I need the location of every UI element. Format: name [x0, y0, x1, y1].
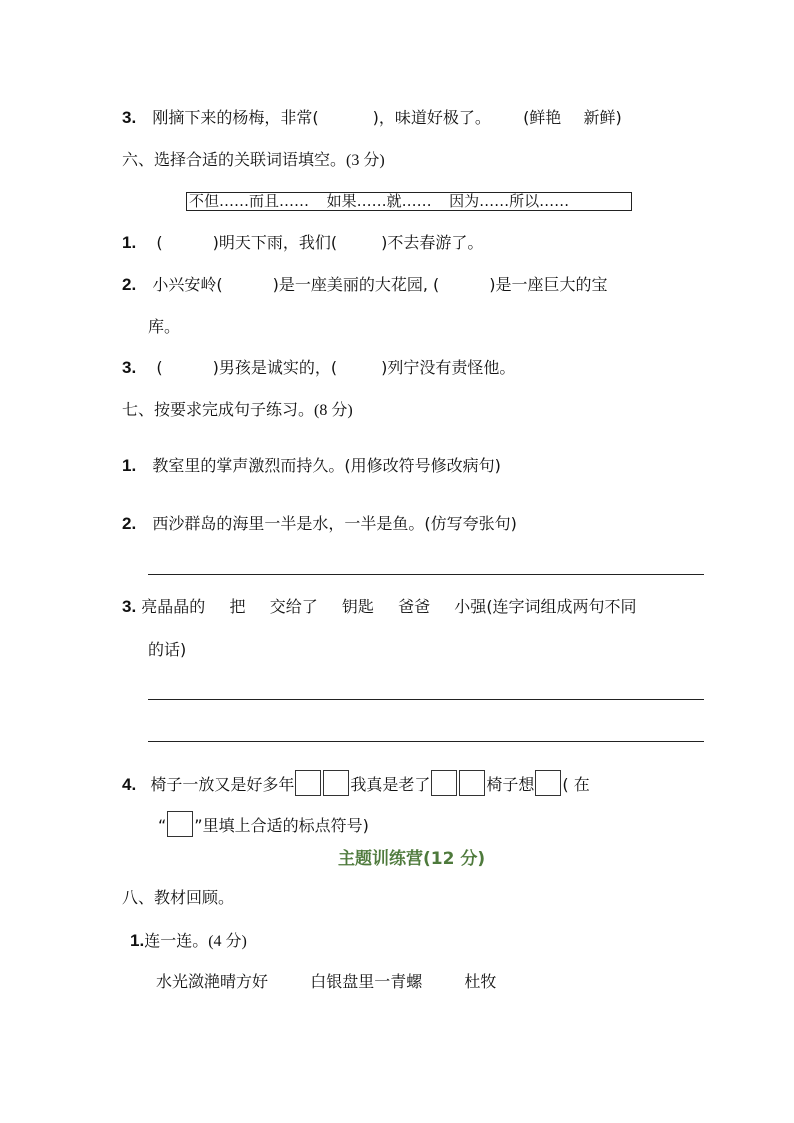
punctuation-box[interactable] [535, 770, 561, 796]
word-tile: 亮晶晶的 [141, 597, 206, 616]
item-text: )明天下雨，我们( [212, 233, 338, 252]
s8-sub1 [130, 931, 247, 952]
s7-item3 [122, 597, 637, 617]
section-6-heading [122, 150, 385, 171]
item-number: 4. [122, 775, 137, 794]
matching-item[interactable]: 水光潋滟晴方好 [156, 972, 269, 991]
item-number: 2. [122, 514, 137, 533]
s6-item2 [122, 275, 608, 295]
q5-item3 [122, 108, 622, 128]
matching-row [156, 972, 496, 992]
section-title: 七、按要求完成句子练习。 [122, 400, 315, 419]
word-bank-item: 不但……而且…… [189, 192, 310, 210]
item-text: )不去春游了。 [381, 233, 484, 252]
s6-item1 [122, 233, 483, 253]
matching-item[interactable]: 杜牧 [464, 972, 497, 991]
word-bank-item: 如果……就…… [326, 192, 432, 210]
s6-item3 [122, 358, 515, 378]
section-score: (4 分) [208, 933, 247, 950]
item-text: “ [158, 816, 167, 835]
punctuation-box[interactable] [295, 770, 321, 796]
section-score: (3 分) [346, 152, 385, 169]
item-text: ”里填上合适的标点符号) [194, 816, 369, 835]
matching-item[interactable]: 白银盘里一青螺 [310, 972, 423, 991]
item-text: 教室里的掌声激烈而持久。(用修改符号修改病句) [152, 456, 501, 475]
item-number: 3. [122, 597, 137, 616]
item-note: (连字词组成两句不同 [486, 597, 637, 616]
item-text: 椅子一放又是好多年 [150, 775, 295, 794]
item-text: )是一座美丽的大花园, ( [272, 275, 440, 294]
item-text: 西沙群岛的海里一半是水，一半是鱼。(仿写夸张句) [152, 514, 517, 533]
s7-item1 [122, 456, 501, 476]
example-box [167, 811, 193, 837]
s7-item4-cont [158, 811, 369, 837]
section-score: (8 分) [314, 402, 353, 419]
item-text: 刚摘下来的杨梅，非常( [152, 108, 319, 127]
choices-open: (鲜艳 [523, 108, 562, 127]
item-number: 1. [122, 233, 137, 252]
item-text: )，味道好极了。 [372, 108, 491, 127]
punctuation-box[interactable] [323, 770, 349, 796]
word-tile: 爸爸 [398, 597, 431, 616]
theme-title: 主题训练营(12 分) [338, 849, 486, 869]
item-text: ( [156, 358, 163, 377]
word-tile: 小强 [454, 597, 487, 616]
item-text: 我真是老了 [350, 775, 431, 794]
item-number: 2. [122, 275, 137, 294]
word-tile: 把 [229, 597, 246, 616]
s6-item2-cont: 库。 [148, 317, 181, 336]
s7-item2 [122, 514, 517, 534]
section-7-heading [122, 400, 353, 421]
item-text: )男孩是诚实的，( [212, 358, 338, 377]
s7-item3-cont: 的话) [148, 640, 187, 659]
item-text: 连一连。 [144, 931, 209, 950]
s7-item4 [122, 770, 590, 796]
answer-line[interactable] [148, 574, 704, 575]
item-text: )列宁没有责怪他。 [381, 358, 516, 377]
word-bank [186, 192, 632, 211]
item-text: )是一座巨大的宝 [489, 275, 608, 294]
word-tile: 交给了 [269, 597, 318, 616]
answer-line[interactable] [148, 741, 704, 742]
word-tile: 钥匙 [341, 597, 374, 616]
item-number: 3. [122, 358, 137, 377]
item-text: 椅子想 [486, 775, 535, 794]
answer-line[interactable] [148, 699, 704, 700]
item-number: 1. [122, 456, 137, 475]
item-text: 小兴安岭( [152, 275, 223, 294]
punctuation-box[interactable] [431, 770, 457, 796]
item-text: ( 在 [562, 775, 590, 794]
choices-close: 新鲜) [583, 108, 622, 127]
word-bank-item: 因为……所以…… [449, 192, 570, 210]
section-8-heading: 八、教材回顾。 [122, 888, 235, 907]
item-text: ( [156, 233, 163, 252]
item-number: 1. [130, 931, 145, 950]
punctuation-box[interactable] [459, 770, 485, 796]
section-title: 六、选择合适的关联词语填空。 [122, 150, 347, 169]
item-number: 3. [122, 108, 137, 127]
